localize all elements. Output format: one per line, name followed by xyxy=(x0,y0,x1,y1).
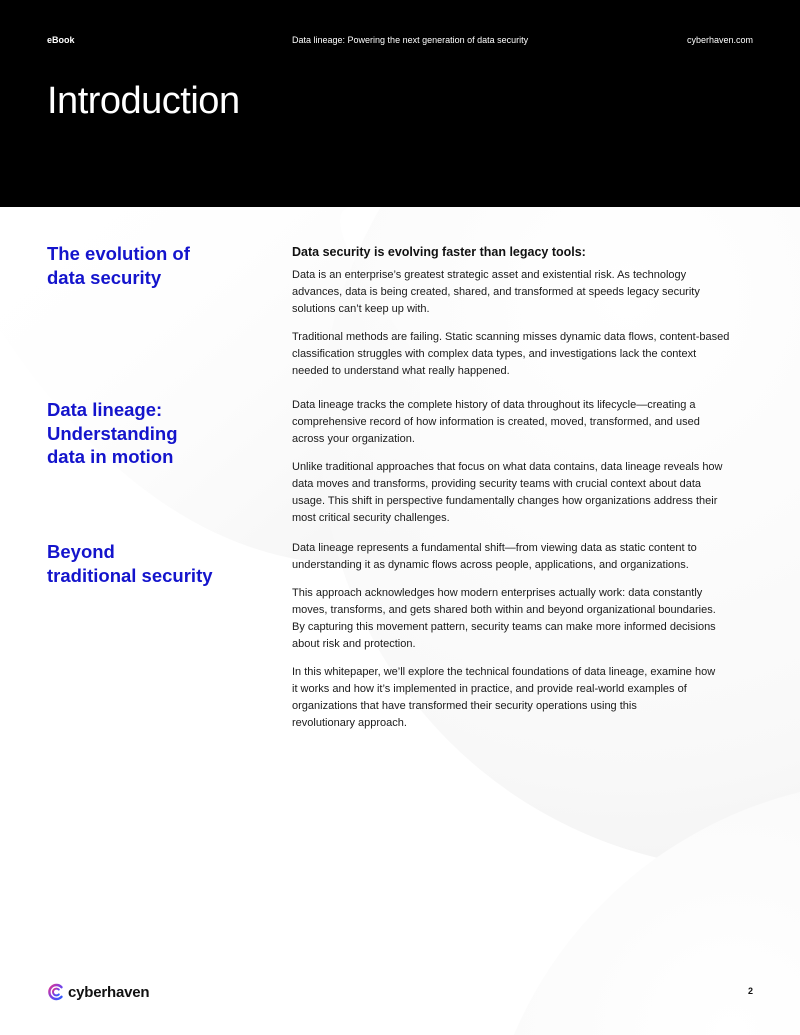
section-body-beyond xyxy=(292,540,752,743)
section-body-evolution xyxy=(292,244,752,391)
paragraph: This approach acknowledges how modern enterprises actually work: data constantly moves, transforms, and gets shared both within and beyond organizational boundaries. By capturing this movement pattern, security teams can make more informed decisions about risk and protection. xyxy=(292,587,716,650)
page-number: 2 xyxy=(747,986,753,996)
section-heading-evolution: The evolution of data security xyxy=(47,243,190,288)
doc-type-label: eBook xyxy=(47,35,75,45)
paragraph: Data is an enterprise’s greatest strategic asset and existential risk. As technology advances, data is being created, shared, and transformed at speeds legacy security solutions can’t keep up with. xyxy=(292,269,700,315)
section-lead: Data security is evolving faster than legacy tools: xyxy=(292,245,586,259)
paragraph: Data lineage tracks the complete history of data throughout its lifecycle—creating a comprehensive record of how information is created, moved, transformed, and used across your organization. xyxy=(292,399,700,445)
section-heading-data-lineage: Data lineage: Understanding data in motion xyxy=(47,399,178,467)
brand-logo xyxy=(47,982,149,1002)
paragraph: Unlike traditional approaches that focus on what data contains, data lineage reveals how data moves and transforms, providing security teams with crucial context about data usage. This shift in perspective fundamentally changes how organizations address their most critical security challenges. xyxy=(292,461,723,524)
site-link[interactable]: cyberhaven.com xyxy=(686,35,753,45)
brand-name: cyberhaven xyxy=(68,983,150,1001)
doc-title: Data lineage: Powering the next generation of data security xyxy=(292,35,529,45)
paragraph: In this whitepaper, we’ll explore the technical foundations of data lineage, examine how it works and how it’s implemented in practice, and provide real-world examples of organizations that have transformed their security operations using this revolutionary approach. xyxy=(292,666,716,729)
page-title: Introduction xyxy=(47,80,240,122)
main-content xyxy=(0,207,800,1035)
section-heading-beyond: Beyond traditional security xyxy=(47,541,213,586)
section-body-data-lineage xyxy=(292,397,752,538)
cyberhaven-logo-icon xyxy=(47,983,65,1001)
running-header xyxy=(47,35,753,47)
paragraph: Data lineage represents a fundamental shift—from viewing data as static content to understanding it as dynamic flows across people, applications, and organizations. xyxy=(292,542,697,571)
paragraph: Traditional methods are failing. Static scanning misses dynamic data flows, content-based classification struggles with complex data types, and investigations lack the context needed to understand what really happened. xyxy=(292,331,730,377)
header-band xyxy=(0,0,800,207)
page-footer xyxy=(0,965,800,1035)
